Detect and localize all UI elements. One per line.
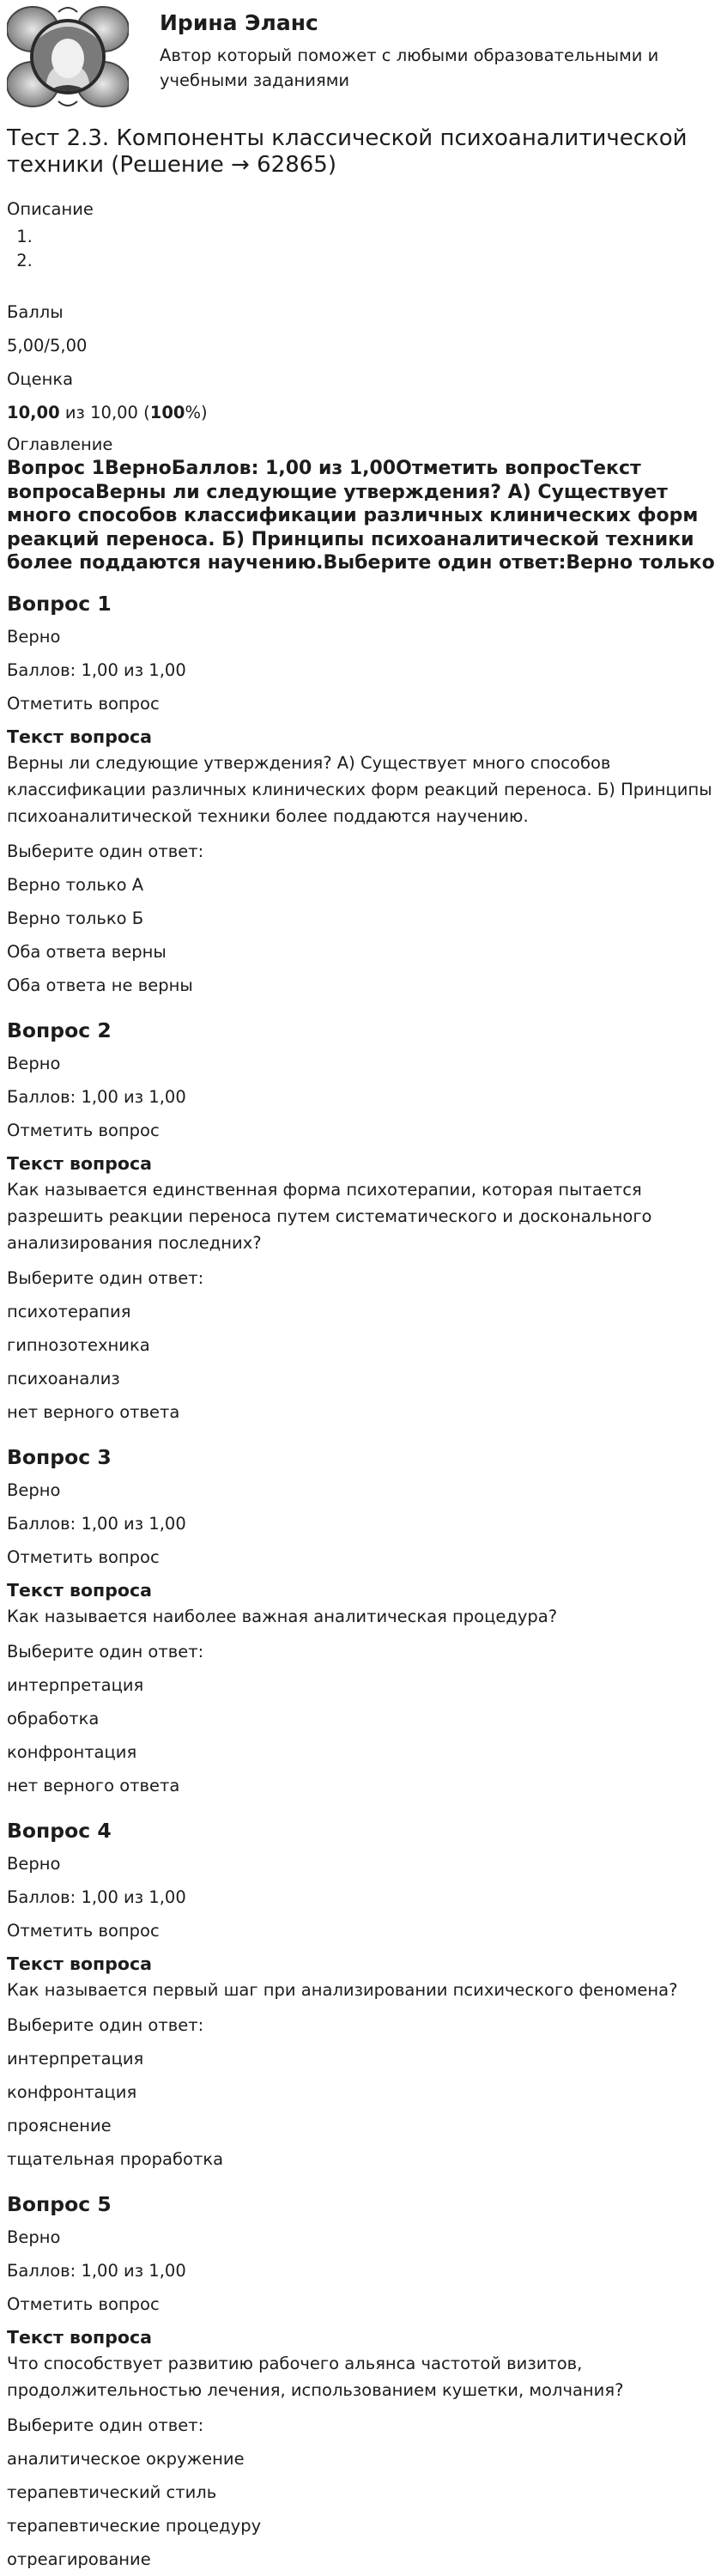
question-2	[7, 1014, 721, 1429]
flag-question-link[interactable]: Отметить вопрос	[7, 1546, 160, 1567]
answer-prompt: Выберите один ответ:	[7, 2415, 204, 2435]
list-item	[38, 249, 721, 273]
author-description: Автор который поможет с любыми образовательными и учебными заданиями	[160, 46, 659, 90]
question-status: Верно	[7, 1853, 61, 1874]
author-name: Ирина Эланс	[160, 10, 318, 35]
question-text: Как называется единственная форма психотерапии, которая пытается разрешить реакции переноса путем систематического и доскональногo анализирования последних?	[7, 1179, 652, 1253]
question-text: Верны ли следующие утверждения? А) Существует много способов классификации различных клинических форм реакций переноса. Б) Принципы психоаналитической техники более поддаются научению.	[7, 752, 712, 826]
grade-percent: 100	[149, 403, 185, 422]
answer-option[interactable]: Оба ответа не верны	[7, 975, 193, 995]
author-header	[0, 0, 727, 112]
toc-text[interactable]: Вопрос 1ВерноБаллов: 1,00 из 1,00Отметить вопросТекст вопросаВерны ли следующие утверждения? А) Существует много способов классификации различных клинических форм реакций переноса. Б) Принципы психоаналитической техники более поддаются научению.Выберите один ответ:Верно только	[7, 458, 715, 574]
answer-option[interactable]: конфронтация	[7, 1741, 137, 1762]
avatar	[7, 5, 129, 108]
grade-percent-sign: %)	[185, 403, 208, 422]
answer-list	[7, 2442, 721, 2576]
grade-value	[7, 396, 721, 429]
question-text-label: Текст вопроса	[7, 1152, 152, 1174]
flag-question-link[interactable]: Отметить вопрос	[7, 1120, 160, 1140]
question-points: Баллов: 1,00 из 1,00	[7, 2260, 186, 2281]
answer-option[interactable]: конфронтация	[7, 2081, 137, 2102]
answer-list	[7, 868, 721, 1002]
answer-prompt: Выберите один ответ:	[7, 2014, 204, 2035]
question-status: Верно	[7, 1053, 61, 1073]
answer-option[interactable]: аналитическое окружение	[7, 2448, 245, 2469]
answer-option[interactable]: отреагирование	[7, 2549, 151, 2569]
flag-question-link[interactable]: Отметить вопрос	[7, 1920, 160, 1941]
answer-option[interactable]: психотерапия	[7, 1301, 131, 1321]
avatar-image	[7, 5, 129, 108]
answer-list	[7, 1668, 721, 1802]
question-text: Как называется первый шаг при анализировании психического феномена?	[7, 1979, 678, 2000]
page-title: Тест 2.3. Компоненты классической психоаналитической техники (Решение → 62865)	[7, 125, 688, 178]
grade-label: Оценка	[7, 369, 74, 389]
answer-option[interactable]: терапевтические процедуру	[7, 2515, 262, 2536]
score-value: 5,00/5,00	[7, 336, 88, 355]
answer-prompt: Выберите один ответ:	[7, 1267, 204, 1288]
answer-prompt: Выберите один ответ:	[7, 841, 204, 861]
question-text-label: Текст вопроса	[7, 2326, 152, 2348]
question-status: Верно	[7, 1479, 61, 1500]
answer-option[interactable]: нет верного ответа	[7, 1401, 180, 1422]
question-3	[7, 1441, 721, 1802]
question-status: Верно	[7, 2227, 61, 2247]
answer-prompt: Выберите один ответ:	[7, 1641, 204, 1662]
list-item	[38, 225, 721, 249]
question-status: Верно	[7, 626, 61, 647]
question-points: Баллов: 1,00 из 1,00	[7, 1886, 186, 1907]
grade-max: из 10,00 (	[59, 403, 150, 422]
question-5	[7, 2188, 721, 2576]
answer-option[interactable]: тщательная проработка	[7, 2148, 224, 2169]
question-points: Баллов: 1,00 из 1,00	[7, 659, 186, 680]
answer-option[interactable]: Оба ответа верны	[7, 941, 167, 962]
question-1	[7, 587, 721, 1002]
toc-label: Оглавление	[7, 434, 113, 454]
question-points: Баллов: 1,00 из 1,00	[7, 1086, 186, 1107]
answer-option[interactable]: Верно только А	[7, 874, 144, 895]
description-label: Описание	[7, 199, 94, 219]
question-text: Как называется наиболее важная аналитическая процедура?	[7, 1606, 558, 1626]
answer-list	[7, 1295, 721, 1429]
grade-score: 10,00	[7, 403, 60, 422]
question-text-label: Текст вопроса	[7, 726, 152, 747]
answer-option[interactable]: нет верного ответа	[7, 1775, 180, 1795]
score-label: Баллы	[7, 302, 64, 322]
answer-option[interactable]: психоанализ	[7, 1368, 120, 1388]
answer-option[interactable]: интерпретация	[7, 1674, 144, 1695]
flag-question-link[interactable]: Отметить вопрос	[7, 2293, 160, 2314]
question-text-label: Текст вопроса	[7, 1579, 152, 1601]
answer-option[interactable]: терапевтический стиль	[7, 2482, 217, 2502]
answer-option[interactable]: обработка	[7, 1708, 100, 1728]
answer-option[interactable]: гипнозотехника	[7, 1334, 150, 1355]
answer-option[interactable]: прояснение	[7, 2115, 112, 2136]
answer-option[interactable]: Верно только Б	[7, 908, 144, 928]
question-points: Баллов: 1,00 из 1,00	[7, 1513, 186, 1534]
question-text-label: Текст вопроса	[7, 1953, 152, 1974]
question-title: Вопрос 3	[7, 1444, 112, 1469]
question-title: Вопрос 2	[7, 1018, 112, 1042]
answer-list	[7, 2042, 721, 2176]
question-title: Вопрос 5	[7, 2191, 112, 2216]
question-title: Вопрос 4	[7, 1818, 112, 1843]
flag-question-link[interactable]: Отметить вопрос	[7, 693, 160, 714]
question-title: Вопрос 1	[7, 591, 112, 616]
question-4	[7, 1814, 721, 2176]
answer-option[interactable]: интерпретация	[7, 2048, 144, 2069]
question-text: Что способствует развитию рабочего альянса частотой визитов, продолжительностью лечения, использованием кушетки, молчания?	[7, 2353, 624, 2400]
description-list	[7, 225, 721, 273]
test-content	[7, 125, 721, 2576]
